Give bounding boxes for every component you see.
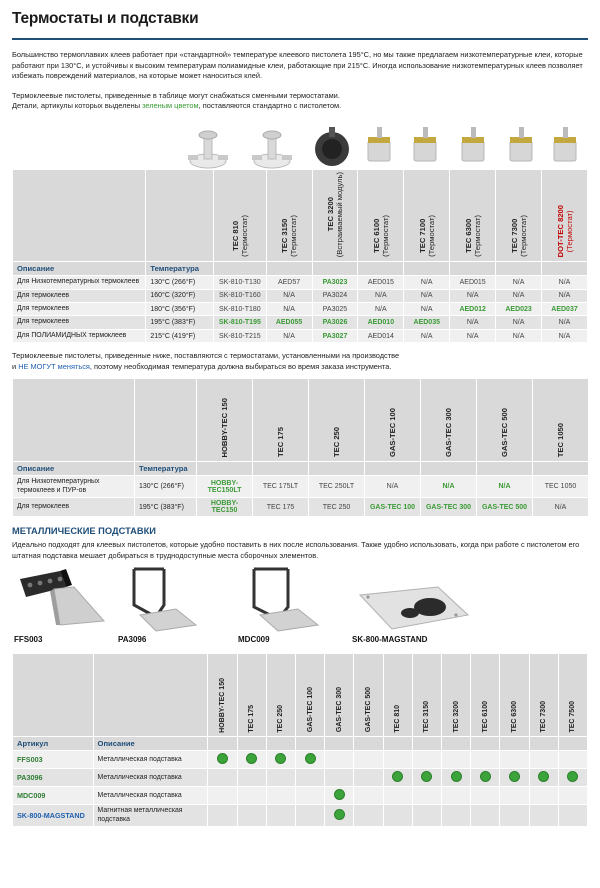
cell-r4-c6: N/A xyxy=(496,329,542,342)
table2-label-row xyxy=(13,462,589,476)
header2-spacer xyxy=(13,379,135,462)
mid-line-a: Термоклеевые пистолеты, приведенные ниже, поставляются с термостатами, установленными на производстве xyxy=(12,351,400,361)
row3-description: Магнитная металлическая подставка xyxy=(93,805,208,827)
column-header-4: TEC 7100 (Термостат) xyxy=(404,169,450,261)
table-row xyxy=(13,289,588,302)
mark-r2-c3 xyxy=(295,787,324,805)
stand-caption-magstand: SK-800-MAGSTAND xyxy=(352,635,428,645)
col-blank-4 xyxy=(404,262,450,276)
col3-blank-6 xyxy=(383,737,412,751)
cell-r2-c1: N/A xyxy=(266,303,312,316)
cell-r3-c0: SK-810-T195 xyxy=(214,316,266,329)
column3-header-2: TEC 250 xyxy=(266,654,295,737)
col3-blank-1 xyxy=(237,737,266,751)
mark-r2-c5 xyxy=(354,787,383,805)
col2-blank-1 xyxy=(253,462,309,476)
column3-header-8: TEC 3200 xyxy=(441,654,470,737)
row3-description: Металлическая подставка xyxy=(93,751,208,769)
mark-r2-c1 xyxy=(237,787,266,805)
mark-r0-c8 xyxy=(441,751,470,769)
col3-blank-5 xyxy=(354,737,383,751)
cell-r0-c5: AED015 xyxy=(450,276,496,289)
cell-r1-c0: SK-810-T160 xyxy=(214,289,266,302)
col-blank-1 xyxy=(266,262,312,276)
cell-r4-c7: N/A xyxy=(542,329,588,342)
column-header-3: TEC 6100 (Термостат) xyxy=(358,169,404,261)
mark-r3-c0 xyxy=(208,805,237,827)
col3-blank-4 xyxy=(325,737,354,751)
column3-header-3: GAS-TEC 100 xyxy=(295,654,324,737)
thermostat-table xyxy=(12,169,588,343)
column3-header-4: GAS-TEC 300 xyxy=(325,654,354,737)
compat-dot-icon xyxy=(451,771,462,782)
mark-r3-c1 xyxy=(237,805,266,827)
col-blank-0 xyxy=(214,262,266,276)
cell2-r0-c4: N/A xyxy=(421,476,477,498)
column2-header-6: TEC 1050 xyxy=(533,379,589,462)
mark-r3-c3 xyxy=(295,805,324,827)
col3-blank-12 xyxy=(558,737,587,751)
column3-header-11: TEC 7300 xyxy=(529,654,558,737)
cell2-r0-c3: N/A xyxy=(365,476,421,498)
col-temp-label: Температура xyxy=(146,262,214,276)
cell-r2-c2: PA3025 xyxy=(312,303,358,316)
cell2-r0-c5: N/A xyxy=(477,476,533,498)
stand-photo-pa3096 xyxy=(120,565,206,635)
column-header-2: TEC 3200 (Встраиваемый модуль) xyxy=(312,169,358,261)
mark-r3-c7 xyxy=(412,805,441,827)
row-description: Для термоклеев xyxy=(13,316,146,329)
compat-dot-icon xyxy=(392,771,403,782)
row3-article: PA3096 xyxy=(13,769,94,787)
intro-paragraph-2 xyxy=(12,91,588,112)
column3-header-9: TEC 6100 xyxy=(471,654,500,737)
table3-row xyxy=(13,787,588,805)
mark-r3-c9 xyxy=(471,805,500,827)
column2-header-5: GAS-TEC 500 xyxy=(477,379,533,462)
col3-blank-10 xyxy=(500,737,529,751)
column3-header-0: HOBBY-TEC 150 xyxy=(208,654,237,737)
stand-photo-magstand xyxy=(352,585,476,639)
col3-blank-11 xyxy=(529,737,558,751)
cell-r0-c1: AED57 xyxy=(266,276,312,289)
cell-r2-c0: SK-810-T180 xyxy=(214,303,266,316)
compat-dot-icon xyxy=(480,771,491,782)
cell-r1-c2: PA3024 xyxy=(312,289,358,302)
stands-section-text: Идеально подходят для клеевых пистолетов, которые удобно поставить в них после использования. Также удобно использовать, когда при работе с пистолетом его штатная подставка мешает добираться в труднодоступные места сборочных элементов. xyxy=(12,540,580,560)
cell-r0-c2: PA3023 xyxy=(312,276,358,289)
row-description: Для ПОЛИАМИДНЫХ термоклеев xyxy=(13,329,146,342)
cell2-r0-c6: TEC 1050 xyxy=(533,476,589,498)
compat-dot-icon xyxy=(217,753,228,764)
intro-line-a: Термоклеевые пистолеты, приведенные в таблице могут снабжаться сменными термостатами. xyxy=(12,90,340,100)
intro-line-b: Детали, артикулы которых выделены xyxy=(12,101,143,111)
column2-header-3: GAS-TEC 100 xyxy=(365,379,421,462)
cell2-r0-c0: HOBBY-TEC150LT xyxy=(197,476,253,498)
cell-r0-c0: SK-810-T130 xyxy=(214,276,266,289)
column-header-1: TEC 3150 (Термостат) xyxy=(266,169,312,261)
mark-r0-c2 xyxy=(266,751,295,769)
thermostat-photo-dottec8200 xyxy=(548,123,582,169)
mark-r3-c10 xyxy=(500,805,529,827)
cell-r1-c1: N/A xyxy=(266,289,312,302)
mark-r2-c10 xyxy=(500,787,529,805)
mark-r2-c11 xyxy=(529,787,558,805)
cell2-r0-c1: TEC 175LT xyxy=(253,476,309,498)
compat-dot-icon xyxy=(509,771,520,782)
header3-spacer-2 xyxy=(93,654,208,737)
cell-r2-c4: N/A xyxy=(404,303,450,316)
mark-r2-c2 xyxy=(266,787,295,805)
mid-line-c: , поэтому необходимая температура должна выбираться во время заказа инструмента. xyxy=(89,361,392,371)
table-row xyxy=(13,303,588,316)
row-temperature: 215°C (419°F) xyxy=(146,329,214,342)
cell-r3-c6: N/A xyxy=(496,316,542,329)
column-header-5: TEC 6300 (Термостат) xyxy=(450,169,496,261)
mark-r1-c9 xyxy=(471,769,500,787)
cell-r1-c6: N/A xyxy=(496,289,542,302)
mark-r2-c9 xyxy=(471,787,500,805)
row-temperature: 130°C (266°F) xyxy=(146,276,214,289)
compat-dot-icon xyxy=(275,753,286,764)
col3-blank-9 xyxy=(471,737,500,751)
table2-header-row xyxy=(13,379,589,462)
mark-r3-c4 xyxy=(325,805,354,827)
col3-blank-7 xyxy=(412,737,441,751)
cell-r0-c6: N/A xyxy=(496,276,542,289)
table-row xyxy=(13,329,588,342)
cell-r2-c5: AED012 xyxy=(450,303,496,316)
mark-r1-c6 xyxy=(383,769,412,787)
cell-r2-c3: N/A xyxy=(358,303,404,316)
stand-compatibility-table xyxy=(12,653,588,827)
intro-text xyxy=(0,40,600,112)
cell-r3-c4: AED035 xyxy=(404,316,450,329)
compat-dot-icon xyxy=(305,753,316,764)
cell2-r1-c2: TEC 250 xyxy=(309,498,365,517)
col-blank-3 xyxy=(358,262,404,276)
row2-temperature: 195°C (383°F) xyxy=(135,498,197,517)
stand-photo-ffs003 xyxy=(14,569,110,633)
column3-header-7: TEC 3150 xyxy=(412,654,441,737)
mid-line-b: и xyxy=(12,361,19,371)
cell-r4-c1: N/A xyxy=(266,329,312,342)
cell-r0-c4: N/A xyxy=(404,276,450,289)
mark-r0-c10 xyxy=(500,751,529,769)
mark-r0-c0 xyxy=(208,751,237,769)
compat-dot-icon xyxy=(246,753,257,764)
stand-caption-pa3096: PA3096 xyxy=(118,635,147,645)
row2-description: Для термоклеев xyxy=(13,498,135,517)
table-row xyxy=(13,276,588,289)
mark-r1-c5 xyxy=(354,769,383,787)
cell-r1-c4: N/A xyxy=(404,289,450,302)
page-header xyxy=(0,0,600,38)
stand-caption-ffs003: FFS003 xyxy=(14,635,43,645)
table-header-row xyxy=(13,169,588,261)
cell-r4-c4: N/A xyxy=(404,329,450,342)
mark-r0-c11 xyxy=(529,751,558,769)
table3-label-row xyxy=(13,737,588,751)
col-desc-label: Описание xyxy=(13,262,146,276)
cell-r3-c3: AED010 xyxy=(358,316,404,329)
table3-row xyxy=(13,769,588,787)
table2-row xyxy=(13,476,589,498)
mark-r0-c3 xyxy=(295,751,324,769)
intro-paragraph-1: Большинство термоплавких клеев работает при «стандартной» температуре клеевого пистолета 195°C, но мы также предлагаем низкотемпературные клеи, которые работают при 130°C, и устойчивы к высоким температурам полиамидные клеи, работающие при 215°C. Иногда использование низкотемпературных клеев позволяет избежать повреждений материалов, на которые может наноситься клей. xyxy=(12,50,583,81)
col2-blank-2 xyxy=(309,462,365,476)
page-title: Термостаты и подставки xyxy=(12,10,199,27)
row3-description: Металлическая подставка xyxy=(93,769,208,787)
cell-r1-c5: N/A xyxy=(450,289,496,302)
table3-row xyxy=(13,805,588,827)
mark-r0-c1 xyxy=(237,751,266,769)
mark-r2-c4 xyxy=(325,787,354,805)
table-row xyxy=(13,316,588,329)
row3-article: SK-800-MAGSTAND xyxy=(13,805,94,827)
column3-header-6: TEC 810 xyxy=(383,654,412,737)
mark-r0-c9 xyxy=(471,751,500,769)
mark-r1-c3 xyxy=(295,769,324,787)
row3-description: Металлическая подставка xyxy=(93,787,208,805)
cell-r4-c3: AED014 xyxy=(358,329,404,342)
header-spacer xyxy=(13,169,146,261)
row-temperature: 160°C (320°F) xyxy=(146,289,214,302)
column-header-0: TEC 810 (Термостат) xyxy=(214,169,266,261)
col2-blank-5 xyxy=(477,462,533,476)
mark-r3-c6 xyxy=(383,805,412,827)
mark-r1-c4 xyxy=(325,769,354,787)
mark-r3-c8 xyxy=(441,805,470,827)
col2-blank-3 xyxy=(365,462,421,476)
mark-r1-c2 xyxy=(266,769,295,787)
thermostat-photo-strip xyxy=(0,121,600,169)
row3-article: MDC009 xyxy=(13,787,94,805)
row-temperature: 180°C (356°F) xyxy=(146,303,214,316)
mark-r1-c1 xyxy=(237,769,266,787)
cell-r2-c6: AED023 xyxy=(496,303,542,316)
col2-blank-6 xyxy=(533,462,589,476)
mark-r2-c8 xyxy=(441,787,470,805)
mark-r1-c10 xyxy=(500,769,529,787)
stand-photo-mdc009 xyxy=(236,565,326,635)
mark-r1-c12 xyxy=(558,769,587,787)
row-description: Для термоклеев xyxy=(13,303,146,316)
mark-r0-c12 xyxy=(558,751,587,769)
row2-temperature: 130°C (266°F) xyxy=(135,476,197,498)
thermostat-photo-tec7100 xyxy=(408,123,442,169)
col3-blank-8 xyxy=(441,737,470,751)
col-blank-7 xyxy=(542,262,588,276)
column3-header-12: TEC 7500 xyxy=(558,654,587,737)
compat-dot-icon xyxy=(334,809,345,820)
compat-dot-icon xyxy=(421,771,432,782)
cell-r2-c7: AED037 xyxy=(542,303,588,316)
compat-dot-icon xyxy=(334,789,345,800)
cell-r4-c0: SK-810-T215 xyxy=(214,329,266,342)
header-spacer-2 xyxy=(146,169,214,261)
mark-r3-c11 xyxy=(529,805,558,827)
cell-r3-c2: PA3026 xyxy=(312,316,358,329)
column3-header-5: GAS-TEC 500 xyxy=(354,654,383,737)
thermostat-photo-tec3200 xyxy=(312,123,352,169)
header2-spacer-2 xyxy=(135,379,197,462)
compat-dot-icon xyxy=(567,771,578,782)
fixed-thermostat-table xyxy=(12,378,589,517)
column2-header-1: TEC 175 xyxy=(253,379,309,462)
col3-desc-label: Описание xyxy=(93,737,208,751)
col3-blank-3 xyxy=(295,737,324,751)
thermostat-photo-tec7300 xyxy=(504,123,538,169)
mark-r1-c0 xyxy=(208,769,237,787)
mid-blue-highlight: НЕ МОГУТ меняться xyxy=(18,361,90,371)
cell2-r1-c6: N/A xyxy=(533,498,589,517)
compat-dot-icon xyxy=(538,771,549,782)
cell2-r1-c3: GAS-TEC 100 xyxy=(365,498,421,517)
col2-desc-label: Описание xyxy=(13,462,135,476)
mark-r2-c12 xyxy=(558,787,587,805)
mark-r1-c7 xyxy=(412,769,441,787)
stands-section-title: МЕТАЛЛИЧЕСКИЕ ПОДСТАВКИ xyxy=(12,526,156,537)
column2-header-4: GAS-TEC 300 xyxy=(421,379,477,462)
cell-r3-c5: N/A xyxy=(450,316,496,329)
cell2-r1-c1: TEC 175 xyxy=(253,498,309,517)
column3-header-10: TEC 6300 xyxy=(500,654,529,737)
table2-row xyxy=(13,498,589,517)
col3-blank-2 xyxy=(266,737,295,751)
table-label-row xyxy=(13,262,588,276)
cell-r0-c3: AED015 xyxy=(358,276,404,289)
cell-r1-c3: N/A xyxy=(358,289,404,302)
cell2-r1-c0: HOBBY-TEC150 xyxy=(197,498,253,517)
thermostat-photo-tec6300 xyxy=(456,123,490,169)
col3-article-label: Артикул xyxy=(13,737,94,751)
mark-r0-c7 xyxy=(412,751,441,769)
col2-temp-label: Температура xyxy=(135,462,197,476)
column-header-7: DOT-TEC 8200 (Термостат) xyxy=(542,169,588,261)
cell-r4-c2: PA3027 xyxy=(312,329,358,342)
stands-photo-strip xyxy=(0,565,600,653)
col3-blank-0 xyxy=(208,737,237,751)
cell-r4-c5: N/A xyxy=(450,329,496,342)
table3-row xyxy=(13,751,588,769)
middle-note xyxy=(0,343,600,378)
mark-r3-c12 xyxy=(558,805,587,827)
thermostat-photo-tec3150 xyxy=(250,123,294,169)
mark-r2-c7 xyxy=(412,787,441,805)
header3-spacer xyxy=(13,654,94,737)
column2-header-2: TEC 250 xyxy=(309,379,365,462)
mark-r0-c6 xyxy=(383,751,412,769)
col2-blank-4 xyxy=(421,462,477,476)
mark-r0-c4 xyxy=(325,751,354,769)
mark-r2-c6 xyxy=(383,787,412,805)
intro-line-c: , поставляются стандартно с пистолетом. xyxy=(198,101,342,111)
row3-article: FFS003 xyxy=(13,751,94,769)
mark-r0-c5 xyxy=(354,751,383,769)
intro-green-highlight: зеленым цветом xyxy=(142,101,199,111)
row-description: Для термоклеев xyxy=(13,289,146,302)
mark-r3-c2 xyxy=(266,805,295,827)
cell-r3-c1: AED055 xyxy=(266,316,312,329)
thermostat-photo-tec6100 xyxy=(362,123,396,169)
row-temperature: 195°C (383°F) xyxy=(146,316,214,329)
mark-r2-c0 xyxy=(208,787,237,805)
cell2-r1-c4: GAS-TEC 300 xyxy=(421,498,477,517)
col2-blank-0 xyxy=(197,462,253,476)
row2-description: Для Низкотемпературных термоклеев и ПУР-ов xyxy=(13,476,135,498)
stand-caption-mdc009: MDC009 xyxy=(238,635,270,645)
column2-header-0: HOBBY-TEC 150 xyxy=(197,379,253,462)
cell2-r1-c5: GAS-TEC 500 xyxy=(477,498,533,517)
row-description: Для Низкотемпературных термоклеев xyxy=(13,276,146,289)
thermostat-photo-tec810 xyxy=(186,123,230,169)
col-blank-5 xyxy=(450,262,496,276)
cell-r3-c7: N/A xyxy=(542,316,588,329)
column3-header-1: TEC 175 xyxy=(237,654,266,737)
col-blank-6 xyxy=(496,262,542,276)
col-blank-2 xyxy=(312,262,358,276)
cell2-r0-c2: TEC 250LT xyxy=(309,476,365,498)
table3-header-row xyxy=(13,654,588,737)
cell-r0-c7: N/A xyxy=(542,276,588,289)
column-header-6: TEC 7300 (Термостат) xyxy=(496,169,542,261)
cell-r1-c7: N/A xyxy=(542,289,588,302)
mark-r1-c11 xyxy=(529,769,558,787)
mark-r1-c8 xyxy=(441,769,470,787)
mark-r3-c5 xyxy=(354,805,383,827)
